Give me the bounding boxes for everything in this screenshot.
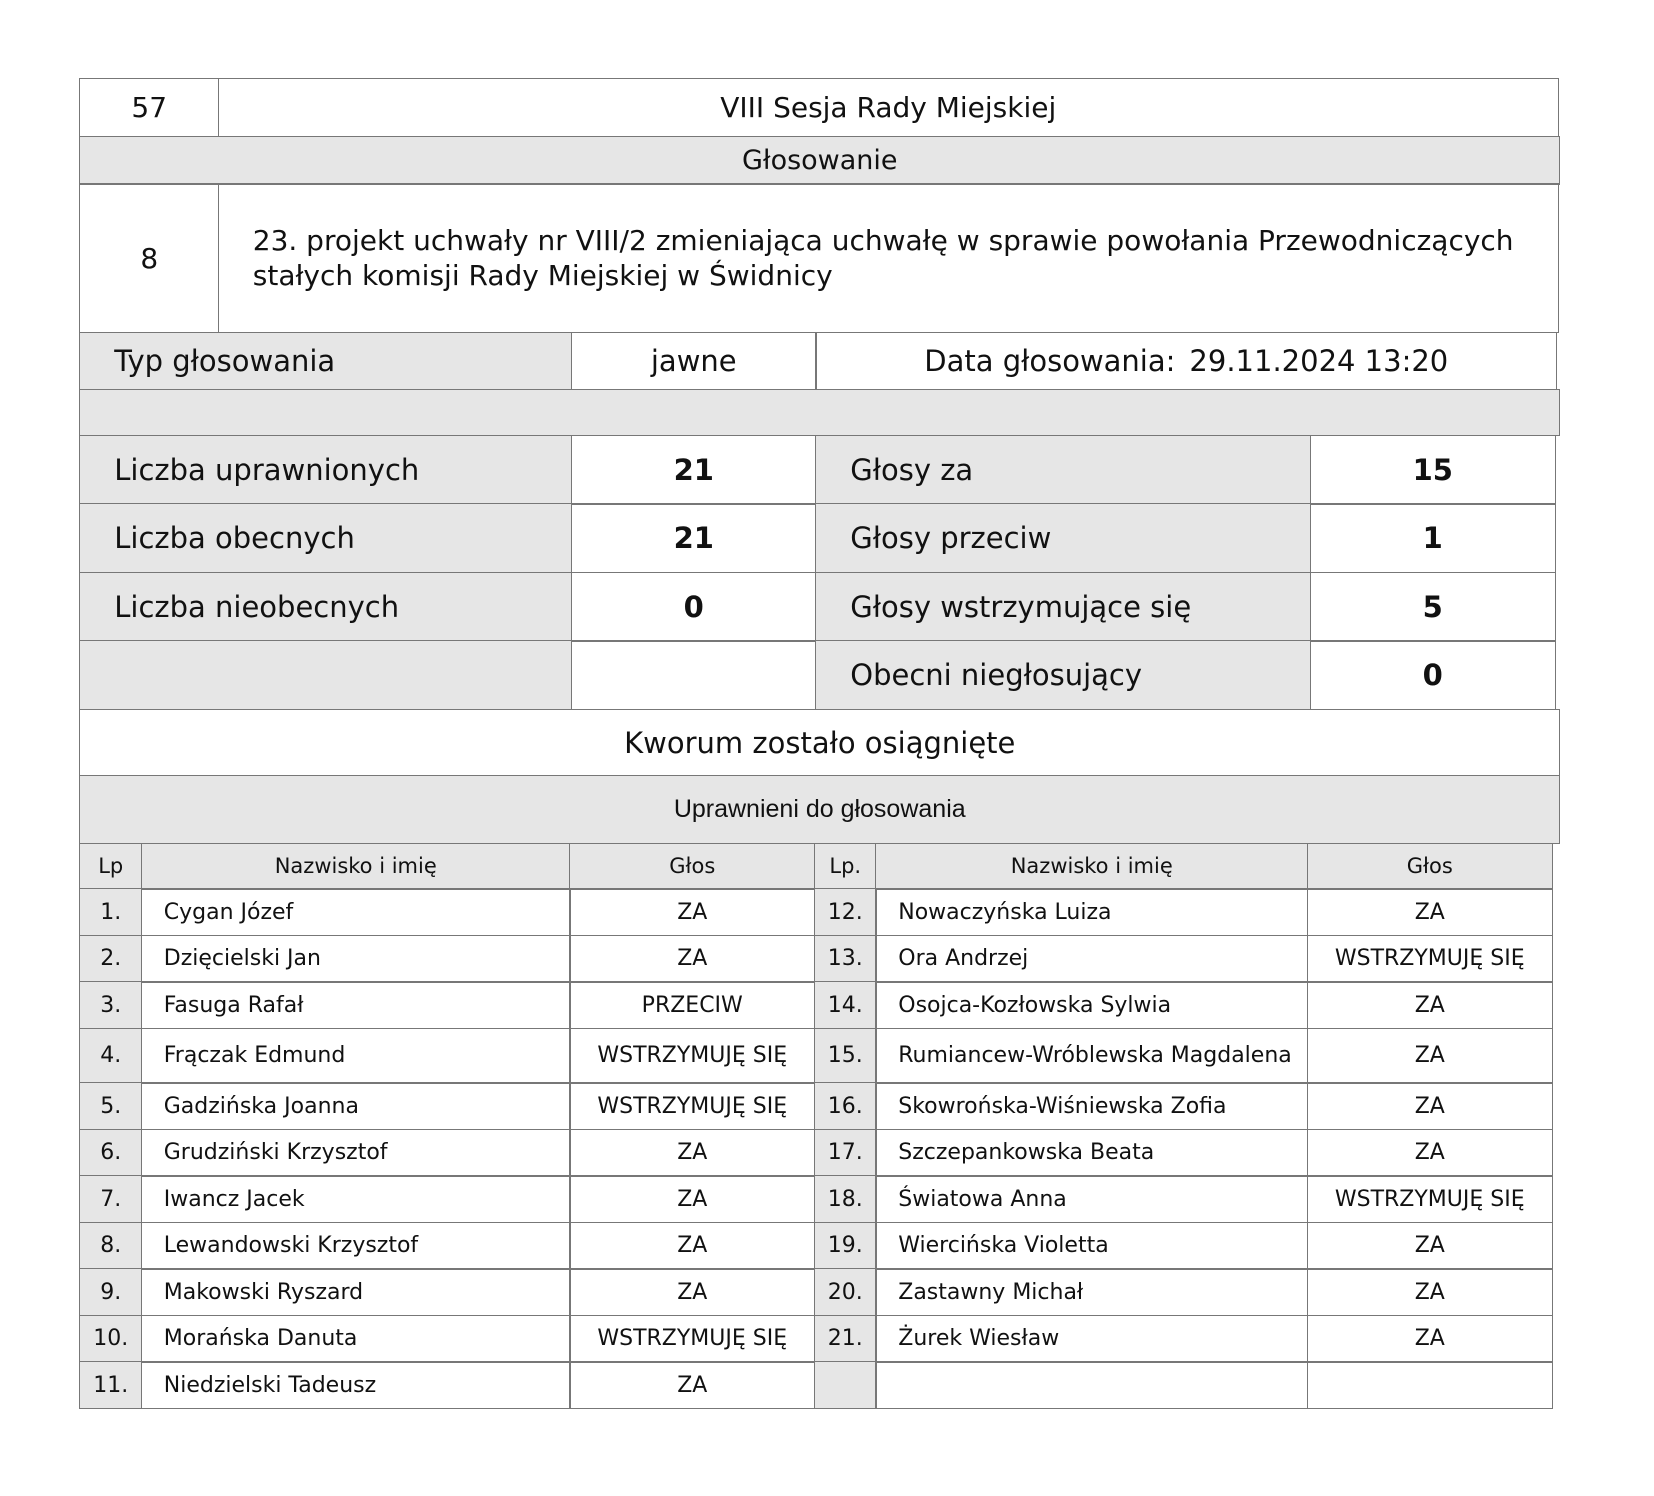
stat-label: Liczba uprawnionych [79, 435, 572, 505]
voter-lp [814, 1361, 877, 1409]
voter-lp: 19. [814, 1222, 877, 1270]
quorum-row [80, 710, 1561, 777]
stat-label: Obecni niegłosujący [815, 640, 1311, 710]
voters-title: Uprawnieni do głosowania [79, 775, 1560, 844]
stat-value: 21 [571, 435, 817, 505]
voter-name: Osojca-Kozłowska Sylwia [875, 981, 1308, 1029]
stat-row [80, 573, 1561, 642]
col-vote-right: Głos [1307, 843, 1553, 890]
table-row [80, 1176, 1561, 1223]
vote-date-label: Data głosowania: [924, 344, 1176, 379]
voter-vote: ZA [1307, 1028, 1553, 1084]
session-title: VIII Sesja Rady Miejskiej [218, 78, 1559, 137]
voter-name: Nowaczyńska Luiza [875, 888, 1308, 936]
spacer-cell [79, 389, 1560, 436]
spacer-row [80, 390, 1561, 436]
voter-name: Zastawny Michał [875, 1268, 1308, 1316]
voter-vote: ZA [569, 1129, 815, 1177]
stat-label: Głosy wstrzymujące się [815, 572, 1311, 642]
voter-vote: ZA [569, 935, 815, 983]
voter-name: Iwancz Jacek [141, 1175, 571, 1223]
voter-vote: WSTRZYMUJĘ SIĘ [569, 1082, 815, 1130]
vote-date [815, 332, 1557, 391]
stat-row [80, 504, 1561, 573]
stat-row [80, 436, 1561, 505]
vote-date-value: 29.11.2024 13:20 [1189, 344, 1449, 379]
voter-lp: 17. [814, 1129, 877, 1177]
stat-label: Głosy przeciw [815, 503, 1311, 573]
voter-vote: PRZECIW [569, 981, 815, 1029]
voter-lp: 4. [79, 1028, 142, 1084]
voters-title-row [80, 776, 1561, 844]
col-lp-right: Lp. [814, 843, 877, 890]
voter-lp: 8. [79, 1222, 142, 1270]
voter-name: Gadzińska Joanna [141, 1082, 571, 1130]
voter-vote: ZA [569, 1361, 815, 1409]
stat-row [80, 641, 1561, 710]
voter-lp: 14. [814, 981, 877, 1029]
voter-lp: 21. [814, 1315, 877, 1363]
voter-vote: WSTRZYMUJĘ SIĘ [1307, 1175, 1553, 1223]
voter-lp: 7. [79, 1175, 142, 1223]
voter-vote: ZA [1307, 1268, 1553, 1316]
voter-name: Grudziński Krzysztof [141, 1129, 571, 1177]
vote-type-label: Typ głosowania [79, 332, 572, 391]
table-row [80, 1269, 1561, 1316]
voter-vote: ZA [569, 1268, 815, 1316]
voter-vote: WSTRZYMUJĘ SIĘ [1307, 935, 1553, 983]
voter-vote: ZA [569, 1175, 815, 1223]
vote-statistics [80, 436, 1561, 710]
voter-name: Lewandowski Krzysztof [141, 1222, 571, 1270]
voter-lp: 3. [79, 981, 142, 1029]
col-name-right: Nazwisko i imię [875, 843, 1308, 890]
voter-vote: WSTRZYMUJĘ SIĘ [569, 1315, 815, 1363]
voter-lp: 13. [814, 935, 877, 983]
session-header-row [80, 79, 1561, 137]
voter-lp: 1. [79, 888, 142, 936]
table-row [80, 1083, 1561, 1130]
voter-lp: 18. [814, 1175, 877, 1223]
voting-record-sheet [80, 79, 1561, 1409]
session-number: 57 [79, 78, 219, 137]
voter-vote: ZA [1307, 1222, 1553, 1270]
col-name-left: Nazwisko i imię [141, 843, 571, 890]
voter-name: Ora Andrzej [875, 935, 1308, 983]
col-lp-left: Lp [79, 843, 142, 890]
voter-name: Dzięcielski Jan [141, 935, 571, 983]
voter-lp: 2. [79, 935, 142, 983]
stat-label: Liczba obecnych [79, 503, 572, 573]
voter-name: Frączak Edmund [141, 1028, 571, 1084]
voter-vote: ZA [1307, 888, 1553, 936]
voter-lp: 15. [814, 1028, 877, 1084]
voter-vote: ZA [1307, 981, 1553, 1029]
voter-lp: 20. [814, 1268, 877, 1316]
voter-name [875, 1361, 1308, 1409]
voter-lp: 12. [814, 888, 877, 936]
voter-name: Szczepankowska Beata [875, 1129, 1308, 1177]
stat-value: 5 [1310, 572, 1556, 642]
voter-vote: ZA [569, 888, 815, 936]
stat-value: 0 [571, 572, 817, 642]
voter-lp: 6. [79, 1129, 142, 1177]
voter-name: Skowrońska-Wiśniewska Zofia [875, 1082, 1308, 1130]
stat-value: 0 [1310, 640, 1556, 710]
table-row [80, 1130, 1561, 1177]
agenda-item-row [80, 184, 1561, 333]
voter-name: Makowski Ryszard [141, 1268, 571, 1316]
voters-column-header [80, 844, 1561, 890]
stat-value: 1 [1310, 503, 1556, 573]
voter-lp: 9. [79, 1268, 142, 1316]
table-row [80, 982, 1561, 1029]
voter-vote: ZA [569, 1222, 815, 1270]
table-row [80, 889, 1561, 936]
voter-lp: 5. [79, 1082, 142, 1130]
quorum-status: Kworum zostało osiągnięte [79, 709, 1560, 777]
voter-lp: 10. [79, 1315, 142, 1363]
voter-vote: ZA [1307, 1129, 1553, 1177]
voter-vote [1307, 1361, 1553, 1409]
voter-lp: 16. [814, 1082, 877, 1130]
vote-type-value: jawne [571, 332, 817, 391]
table-row [80, 1029, 1561, 1084]
table-row [80, 1316, 1561, 1363]
agenda-item-title: 23. projekt uchwały nr VIII/2 zmieniająca uchwałę w sprawie powołania Przewodniczących stałych komisji Rady Miejskiej w Świdnicy [218, 183, 1559, 333]
voter-vote: WSTRZYMUJĘ SIĘ [569, 1028, 815, 1084]
table-row [80, 1362, 1561, 1409]
table-row [80, 936, 1561, 983]
stat-value: 15 [1310, 435, 1556, 505]
voter-name: Światowa Anna [875, 1175, 1308, 1223]
voter-name: Żurek Wiesław [875, 1315, 1308, 1363]
agenda-item-number: 8 [79, 183, 219, 333]
vote-meta-row [80, 333, 1561, 391]
voter-name: Cygan Józef [141, 888, 571, 936]
voters-table [80, 889, 1561, 1409]
voter-vote: ZA [1307, 1082, 1553, 1130]
section-header-row [80, 137, 1561, 185]
table-row [80, 1223, 1561, 1270]
voter-name: Wiercińska Violetta [875, 1222, 1308, 1270]
voter-name: Morańska Danuta [141, 1315, 571, 1363]
stat-label: Głosy za [815, 435, 1311, 505]
voter-name: Rumiancew-Wróblewska Magdalena [875, 1028, 1308, 1084]
voter-name: Niedzielski Tadeusz [141, 1361, 571, 1409]
stat-value: 21 [571, 503, 817, 573]
voter-vote: ZA [1307, 1315, 1553, 1363]
stat-value [571, 640, 817, 710]
voter-lp: 11. [79, 1361, 142, 1409]
section-title: Głosowanie [79, 136, 1560, 185]
voter-name: Fasuga Rafał [141, 981, 571, 1029]
col-vote-left: Głos [569, 843, 815, 890]
stat-label: Liczba nieobecnych [79, 572, 572, 642]
stat-label [79, 640, 572, 710]
